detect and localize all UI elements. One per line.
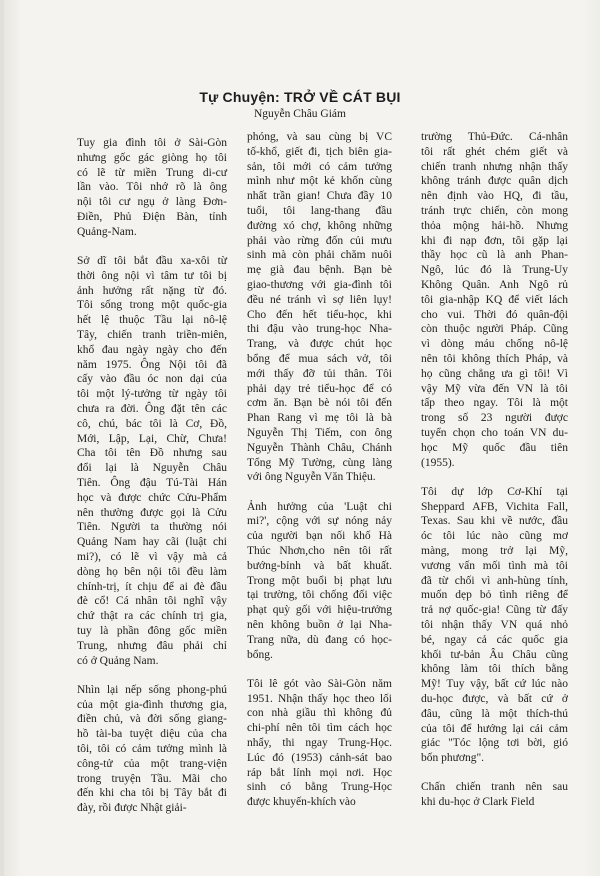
text-line: Ảnh hưởng của 'Luật chi [247,500,392,513]
text-line: Quảng Nam hay cãi (luật chi [77,536,227,549]
text-line: Tiên. Ông đậu Tú-Tài Hán [77,477,227,490]
text-line: nhưng gốc gác giòng họ tôi [77,151,227,164]
text-line: chi-phí nên tôi tìm cách học [247,722,392,735]
text-line: Cho đến hết tiểu-học, khi [247,308,392,321]
text-line: lần vào. Tôi nhớ rõ là ông [77,181,227,194]
text-line: óc tôi lúc nào cũng mơ [421,530,568,543]
text-line: Tôi dự lớp Cơ-Khí tại [421,485,568,498]
text-line: thời ông nội vì tâm tư tôi bị [77,269,227,282]
text-line: thỏa mộng hải-hồ. Nhưng [421,219,568,232]
text-line: tấp theo ngay. Tôi là một [421,397,568,410]
text-line: trong số 23 người được [421,412,568,425]
text-line: khối tư-bản Âu Châu cũng [421,648,568,661]
paragraph [247,130,392,485]
text-line: Tôi lê gót vào Sài-Gòn năm [247,677,392,690]
text-line: khi du-học ở Clark Field [421,796,535,809]
text-line: được khuyến-khích vào [247,796,356,809]
text-line: của người bạn nối khố Hà [247,530,392,543]
text-line: họ cũng chẳng ưa gì tôi! Vì [421,367,568,380]
text-line: đến khi cha tôi bị Tây bắt đi [77,787,227,800]
text-line: Trang nữa, dù đang có học- [247,633,392,646]
text-line: có lẽ từ miền Trung di-cư [77,166,227,179]
text-line: Thúc Nhơn,cho nên tôi rất [247,545,392,558]
paragraph [77,683,227,816]
text-line: đè cổ! Cá nhân tôi nghĩ vậy [77,595,227,608]
text-line: chiến tranh nhưng nhận thấy [421,160,568,173]
text-line: khổ đau ngày ngày cho đến [77,343,227,356]
text-line: trong truyện Tầu. Mãi cho [77,772,227,785]
text-line: thầy học cũ là anh Phan- [421,249,568,262]
paragraph [421,130,568,470]
text-line: của một gia-đình thương gia, [77,698,227,711]
text-line: Texas. Sau khi về nước, đầu [421,515,568,528]
text-line: không tránh được quân dịch [421,175,568,188]
text-line: tuyển chọn cho toán VN du- [421,426,568,439]
text-line: mới thấy đỡ tủi thân. Tôi [247,367,392,380]
paragraph [421,780,568,810]
text-line: tuổi, tôi lang-thang đầu [247,204,392,217]
text-line: bốn phương". [421,752,485,765]
text-line: năm 1975. Ông Nội tôi đã [77,358,227,371]
text-line: vậy Mỹ vừa đến VN là tôi [421,382,568,395]
text-line: (1955). [421,456,455,469]
text-line: Ngô, lúc đó là Trung-Uy [421,264,568,277]
text-line: Nhìn lại nếp sống phong-phú [77,683,227,696]
text-line: học Mỹ quốc đầu tiên [421,441,568,454]
text-line: trường Thủ-Đức. Cá-nhân [421,131,568,143]
text-line: 1951. Nhận thấy học theo lối [247,692,392,705]
text-line: nên thường được gọi là Cửu [77,506,227,519]
column-3 [421,130,568,825]
text-line: đường xó chợ, không những [247,219,392,232]
text-line: bướng-bỉnh và bất khuất. [247,559,392,572]
text-line: giao-thương với gia-đình tôi [247,278,392,291]
text-line: ráp bắt lính mọi nơi. Học [247,766,392,779]
text-line: Mới, Lập, Lại, Chừ, Chưa! [77,432,227,445]
text-line: nên không buồn ở lại Nha- [247,619,392,631]
text-line: muốn dẹp bỏ tình riêng để [421,589,568,602]
text-line: Phan Rang vì mẹ tôi là bà [247,412,392,425]
text-line: vương vấn mối tình mà tôi [421,559,568,572]
text-line: tôi, tôi có cảm tưởng mình là [77,743,227,756]
text-line: hết lệ thuộc Tầu lại nô-lệ [77,314,227,327]
text-line: nhẩy, thi ngay Trung-Học. [247,737,392,750]
column-2 [247,130,392,825]
text-line: du-học được, và bất cứ ở [421,692,568,705]
article-title: Tự Chuyện: TRỞ VỀ CÁT BỤI [199,89,401,105]
paragraph [77,136,227,240]
text-line: tôi rất ghét chém giết và [421,145,568,158]
text-line: đâu, cũng là một thích-thú [421,707,568,720]
text-line: thi đậu vào trung-học Nha- [247,323,392,336]
text-line: bé, ngay cả các quốc gia [421,633,568,646]
paragraph [77,254,227,668]
text-line: còn thuộc người Pháp. Cũng [421,323,568,336]
text-line: Nguyễn Thị Tiếm, con ông [247,426,392,439]
text-line: bổng. [247,648,273,661]
text-line: đổi lại là Nguyễn Châu [77,462,227,475]
text-line: màng, mong trở lại Mỹ, [421,545,568,558]
text-line: đày, rồi được Nhật giải- [77,802,187,815]
text-line: phóng, và sau cùng bị VC [247,131,392,143]
text-line: sinh mà còn phải chăm nuôi [247,249,392,262]
column-1 [77,136,227,831]
text-line: bổng để mua sách vở, tôi [247,352,392,365]
text-line: nội tôi cư ngụ ở làng Đơn- [77,196,227,209]
text-line: Quảng-Nam. [77,225,137,238]
text-line: cấy vào đầu óc non dại của [77,373,227,386]
text-line: tôi nhận thấy VN quá nhỏ [421,619,568,631]
text-line: của tôi để hướng lại cái cảm [421,722,568,735]
text-line: mi?', cộng với sự nóng nảy [247,515,392,528]
text-line: tại trường, tôi chống đối việc [247,589,392,602]
text-line: phải vào rừng đốn củi mưu [247,234,392,247]
text-line: đã từ chối vì anh-hùng tính, [421,574,568,587]
text-line: Điền, Phủ Điện Bàn, tỉnh [77,210,227,223]
text-line: hồ tài-ba tuyệt diệu của cha [77,728,227,741]
text-line: nên định vào HQ, đi tầu, [421,190,568,203]
text-line: cho vui. Thời đó quân-đội [421,308,568,321]
paragraph [247,500,392,663]
text-line: Tây, chiến tranh triền-miên, [77,329,227,342]
text-line: mẹ già đau bệnh. Bạn bè [247,264,392,277]
paragraph [247,677,392,810]
text-line: Tổng Mỹ Tường, cùng làng [247,456,392,469]
text-line: cơm ăn. Bạn bè nói tôi đến [247,397,392,410]
text-line: khi đi nạp đơn, tôi gặp lại [421,234,568,247]
text-line: Tiên. Người ta thường nói [77,521,227,534]
text-line: tránh trực chiến, còn mong [421,204,568,217]
text-line: chính-trị, ít chịu để ai đè đầu [77,580,227,593]
author-name: Nguyễn Châu Giám [254,108,346,120]
text-line: Trang, và được chút học [247,338,392,351]
text-line: tố-khổ, giết đi, tịch biên gia- [247,145,392,158]
text-line: trả nợ quốc-gia! Cũng từ đấy [421,604,568,617]
text-line: ảnh hưởng rất nặng từ đó. [77,284,227,297]
text-line: Không Quân. Anh Ngô rủ [421,278,568,291]
text-line: Sở dĩ tôi bắt đầu xa-xôi từ [77,255,227,268]
text-line: tôi gia-nhập KQ để viết lách [421,293,568,306]
text-line: vì dòng máu chống nô-lệ [421,338,568,351]
text-line: Cha tôi tên Đồ nhưng sau [77,447,227,460]
text-line: mi?), có lẽ vì vậy mà cả [77,551,227,564]
text-line: dòng họ bên nội tôi đều làm [77,565,227,578]
text-line: Sheppard AFB, Vichita Fall, [421,500,568,513]
text-line: phạt quỳ gối với hiệu-trưởng [247,604,392,617]
text-line: học và được chức Cửu-Phẩm [77,491,227,504]
text-line: Trong một buổi bị phạt lưu [247,574,392,587]
text-line: Chấn chiến tranh nên sau [421,781,568,794]
paragraph [421,485,568,766]
text-line: tôi một lý-tưởng từ ngày tôi [77,388,227,401]
text-line: chưa ra đời. Ông đặt tên các [77,403,227,416]
text-line: sản, tôi mới có cảm tưởng [247,160,392,173]
text-line: sinh có bằng Trung-Học [247,781,392,794]
text-line: công-tử của một trang-viện [77,757,227,770]
text-line: Trung, nhưng đâu phải chỉ [77,639,227,652]
text-line: giác "Tóc lộng tơi bời, gió [421,737,568,750]
text-line: nên tôi không thích Pháp, và [421,352,568,365]
text-line: cô, chú, bác tôi là Cơ, Đồ, [77,417,227,430]
text-line: mình như một kẻ khốn cùng [247,175,392,188]
text-line: Tuy gia đình tôi ở Sài-Gòn [77,137,227,149]
text-line: con nhà giầu thì không đủ [247,707,392,720]
text-line: chứ thật ra các chính trị gia, [77,610,227,623]
text-line: có ở Quảng Nam. [77,654,159,667]
text-line: điền chủ, và đời sống giang- [77,713,227,726]
text-line: Mỹ! Tuy vậy, bất cứ lúc nào [421,678,568,691]
text-line: không làm tôi thích bằng [421,663,568,676]
text-line: phải dạy trẻ tiểu-học để có [247,382,392,395]
text-line: Nguyễn Thành Châu, Chánh [247,441,392,454]
text-line: đều né tránh vì sợ liên lụy! [247,293,392,306]
text-line: Lúc đó (1953) cảnh-sát bao [247,751,392,764]
text-line: với ông Nguyễn Văn Thiệu. [247,471,376,484]
text-line: tuy là phần đông gốc miền [77,625,227,637]
text-line: Tôi sống trong một quốc-gia [77,299,227,312]
text-line: nhất trần gian! Chưa đầy 10 [247,190,392,203]
